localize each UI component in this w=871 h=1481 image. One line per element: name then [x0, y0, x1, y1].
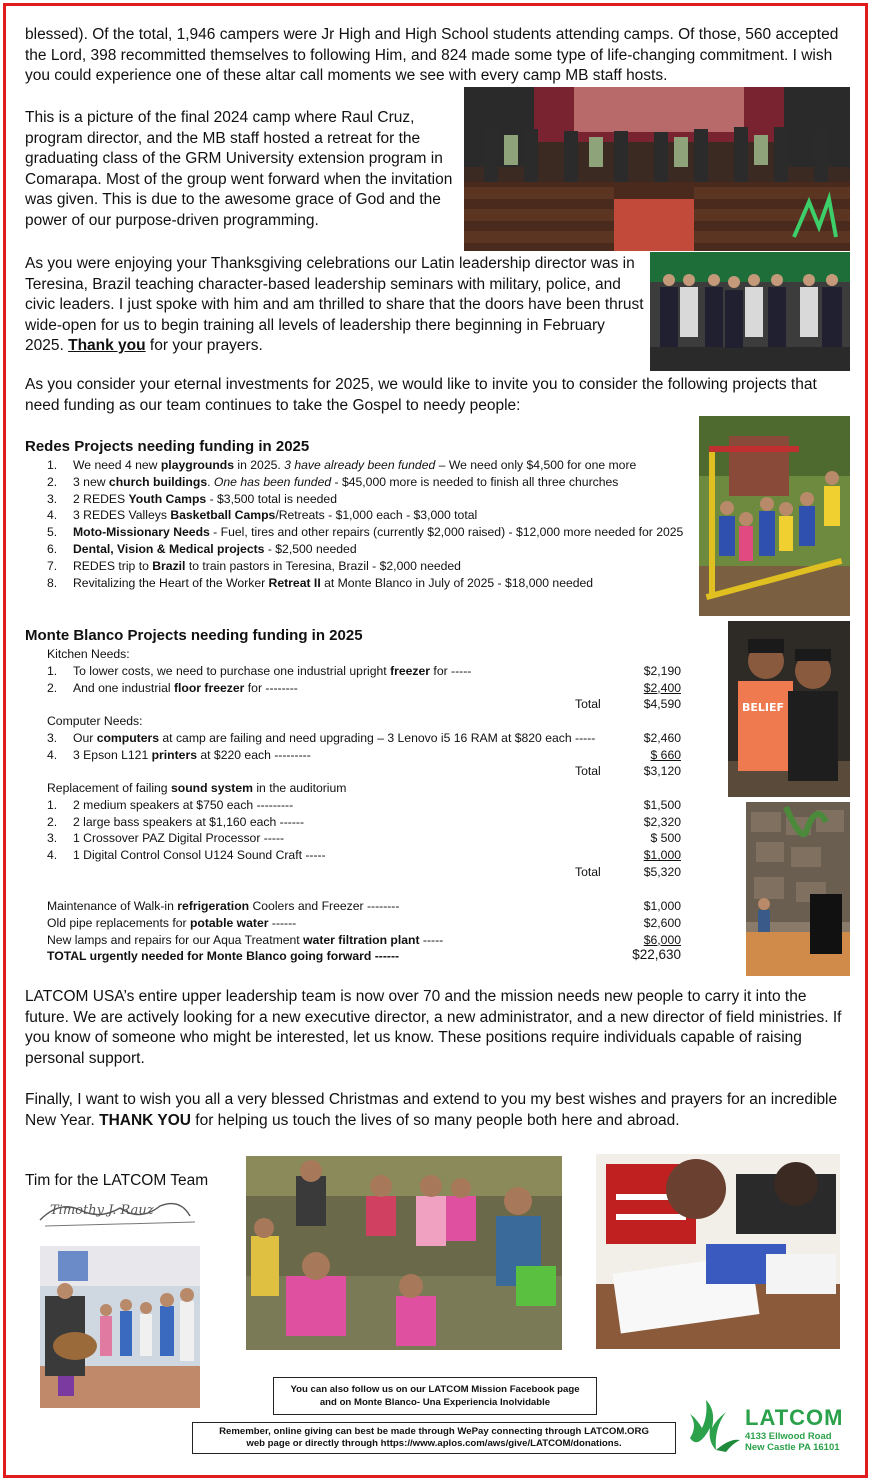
kitchen-item-part: for -----	[430, 663, 472, 678]
redes-item-post: – We need only $4,500 for one more	[435, 458, 637, 472]
computer-item-part: 3 Epson L121	[73, 747, 152, 762]
redes-heading: Redes Projects needing funding in 2025	[25, 438, 310, 455]
redes-item-bold: church buildings	[108, 474, 208, 489]
sound-item-amount: $1,000	[643, 848, 681, 863]
sound-total: $5,320	[643, 865, 681, 879]
grand-label-dash: ------	[371, 949, 400, 963]
monte-other-item-part: potable water	[189, 915, 269, 930]
computer-item-part: at $220 each ---------	[197, 747, 311, 762]
kitchen-item-part: To lower costs, we need to purchase one industrial upright	[73, 663, 391, 678]
redes-item-pre: 3 REDES Valleys	[73, 508, 171, 523]
computer-item-part: Our	[73, 730, 97, 745]
christmas-text: Finally, I want to wish you all a very blessed Christmas and extend to you my best wishes and prayers for an incredible New Year.	[25, 1091, 838, 1129]
redes-item-number: 4.	[47, 508, 58, 523]
monte-other-item-part: -----	[419, 932, 444, 947]
sound-item-number: 1.	[47, 797, 58, 812]
monte-heading: Monte Blanco Projects needing funding in 2025	[25, 627, 363, 644]
monte-other-item-part: Coolers and Freezer --------	[249, 899, 400, 913]
grand-total-label	[47, 948, 399, 965]
redes-item-bold: playgrounds	[160, 458, 234, 472]
redes-item-text	[73, 575, 690, 592]
redes-item-pre: 2 REDES	[73, 491, 129, 506]
facebook-note-line1: You can also follow us on our LATCOM Mission Facebook page	[290, 1384, 580, 1395]
redes-item-bold: Dental, Vision & Medical projects	[73, 541, 265, 556]
computer-item-text	[73, 747, 311, 764]
camp-paragraph: This is a picture of the final 2024 camp where Raul Cruz, program director, and the MB staff hosted a retreat for the graduating class of the GRM University extension program in Comarapa. Most of the group went forward when the invitation was given. This is due to the awesome grace of God and the power of our purpose-driven programming.	[25, 109, 453, 229]
redes-item-bold: Youth Camps	[128, 491, 207, 506]
redes-item-post: - Fuel, tires and other repairs (currently $2,000 raised) - $12,000 more needed for 2025	[209, 525, 684, 540]
kitchen-item-text	[73, 663, 471, 680]
kitchen-item-text	[73, 680, 298, 697]
redes-item-bold: Brazil	[152, 558, 186, 573]
grand-total: $22,630	[632, 947, 681, 962]
computer-item-number: 4.	[47, 747, 58, 762]
kitchen-item-number: 1.	[47, 663, 58, 678]
redes-item-number: 3.	[47, 491, 58, 506]
redes-item-number: 2.	[47, 474, 58, 489]
intro-paragraph: blessed). Of the total, 1,946 campers were Jr High and High School students attending camps. Of those, 560 accepted the Lord, 398 recommitted themselves to following Him, and 824 made some type of life-changing commitment. I wish you could experience one of these altar call moments we see with every camp MB staff hosts.	[25, 26, 839, 84]
christmas-tail: for helping us touch the lives of so many people both here and abroad.	[190, 1111, 680, 1129]
monte-other-item-amount: $1,000	[643, 899, 681, 913]
brazil-leaders-photo	[650, 252, 850, 371]
facebook-note	[273, 1377, 597, 1415]
christmas-paragraph	[25, 1090, 851, 1131]
sound-speaker-photo	[746, 802, 850, 976]
sound-item-text	[73, 847, 326, 864]
computer-item-number: 3.	[47, 730, 58, 745]
sound-item-number: 4.	[47, 848, 58, 863]
monte-other-item-amount: $6,000	[643, 932, 681, 947]
sound-item-number: 3.	[47, 831, 58, 846]
computer-item-part: printers	[151, 747, 197, 762]
leadership-paragraph: LATCOM USA’s entire upper leadership team is now over 70 and the mission needs new people to carry it into the future. We are actively looking for a new executive director, a new administrator, and a new director of field ministries. If you know of someone who might be interested, let us know. These positions require individuals capable of raising personal support.	[25, 988, 842, 1067]
redes-item-pre: 3 new	[73, 474, 109, 489]
kitchen-label: Kitchen Needs:	[47, 647, 130, 661]
redes-item-text	[73, 507, 690, 524]
redes-item-post: - $3,500 total is needed	[206, 491, 337, 506]
redes-item-pre: REDES trip to	[73, 558, 153, 573]
redes-item-text	[73, 524, 690, 541]
monte-other-item-part: Old pipe replacements for	[47, 915, 190, 930]
sound-item-part: 1 Digital Control Consol U124 Sound Craft -----	[73, 848, 326, 863]
monte-other-item-text	[47, 898, 399, 915]
kitchen-item-amount: $2,400	[643, 680, 681, 695]
sound-label-tail: in the auditorium	[252, 781, 347, 795]
redes-item-post: at Monte Blanco in July of 2025 - $18,000 needed	[320, 575, 594, 590]
sound-label-text: Replacement of failing	[47, 781, 171, 795]
svg-text:BELIEF: BELIEF	[742, 701, 785, 714]
redes-item-bold: Moto-Missionary Needs	[73, 525, 210, 540]
sound-item-part: 2 large bass speakers at $1,160 each ------	[73, 814, 304, 829]
thanksgiving-tail: for your prayers.	[145, 337, 263, 354]
kitchen-total-label: Total	[575, 697, 601, 711]
redes-item-number: 7.	[47, 558, 58, 573]
redes-item-number: 6.	[47, 541, 58, 556]
computer-item-part: at camp are failing and need upgrading – 3 Lenovo i5 16 RAM at $820 each -----	[159, 730, 596, 745]
kitchen-item-amount: $2,190	[643, 663, 681, 678]
computer-label: Computer Needs:	[47, 714, 143, 728]
kitchen-item-part: freezer	[390, 663, 431, 678]
sound-item-text	[73, 814, 304, 831]
sound-item-text	[73, 830, 284, 847]
kitchen-item-number: 2.	[47, 680, 58, 695]
redes-item-number: 8.	[47, 575, 58, 590]
invest-paragraph: As you consider your eternal investments for 2025, we would like to invite you to consider the following projects that need funding as our team continues to take the Gospel to needy people:	[25, 376, 817, 414]
monte-other-item-part: water filtration plant	[303, 932, 420, 947]
monte-other-item-text	[47, 915, 296, 932]
redes-item-number: 1.	[47, 458, 58, 472]
sound-total-label: Total	[575, 865, 601, 879]
thank-you-emphasis: Thank you	[68, 337, 146, 354]
computer-total: $3,120	[643, 764, 681, 778]
monte-budget	[25, 646, 685, 966]
redes-item-text	[73, 457, 690, 474]
giving-note	[192, 1422, 676, 1454]
facebook-note-line2: and on Monte Blanco- Una Experiencia Inolvidable	[319, 1397, 551, 1408]
redes-item-bold: Retreat II	[268, 575, 321, 590]
redes-item-post: to train pastors in Teresina, Brazil - $2,000 needed	[185, 558, 461, 573]
children-studying-photo	[596, 1154, 840, 1349]
kitchen-item-part: for --------	[244, 680, 298, 695]
monte-other-item-part: Maintenance of Walk-in	[47, 899, 178, 913]
redes-item-italic: 3 have already been funded	[284, 458, 436, 472]
thanksgiving-paragraph	[25, 254, 645, 357]
youth-group-photo	[728, 621, 850, 797]
redes-item-italic: One has been funded	[213, 474, 332, 489]
monte-other-item-part: ------	[268, 915, 297, 930]
redes-item-mid: in 2025.	[234, 458, 285, 472]
thanksgiving-text: As you were enjoying your Thanksgiving celebrations our Latin leadership director was in Teresina, Brazil teaching character-based leadership seminars with military, police, and civic leaders. I just spoke with him and am thrilled to share that the doors have been thrust wide-open for us to begin training all levels of leadership there beginning in February 2025.	[25, 255, 644, 354]
redes-item-text	[73, 474, 690, 491]
sound-item-amount: $2,320	[643, 814, 681, 829]
sound-item-part: 2 medium speakers at $750 each ---------	[73, 797, 294, 812]
kitchen-item-part: floor freezer	[173, 680, 245, 695]
computer-item-amount: $ 660	[650, 747, 681, 762]
redes-item-pre: Revitalizing the Heart of the Worker	[73, 575, 269, 590]
children-circle-photo	[246, 1156, 562, 1350]
redes-item-mid: .	[207, 474, 214, 489]
redes-item	[25, 541, 690, 558]
latcom-address-line2: New Castle PA 16101	[745, 1442, 840, 1453]
camp-altar-call-photo	[464, 87, 850, 251]
latcom-address	[745, 1431, 840, 1453]
sound-item-part: 1 Crossover PAZ Digital Processor -----	[73, 831, 285, 846]
computer-total-label: Total	[575, 764, 601, 778]
sound-item-text	[73, 797, 293, 814]
latcom-logo-text: LATCOM	[745, 1405, 844, 1430]
sound-item-number: 2.	[47, 814, 58, 829]
monte-other-item-part: New lamps and repairs for our Aqua Treatment	[47, 932, 304, 947]
redes-item-pre: We need 4 new	[73, 458, 161, 472]
grand-label-text: TOTAL urgently needed for Monte Blanco going forward	[47, 949, 372, 963]
sound-label-bold: sound system	[170, 781, 253, 795]
redes-item-number: 5.	[47, 525, 58, 540]
redes-item	[25, 558, 690, 575]
playground-kids-photo	[699, 416, 850, 616]
redes-item	[25, 507, 690, 524]
sound-item-amount: $ 500	[650, 831, 681, 846]
latcom-address-line1: 4133 Ellwood Road	[745, 1431, 832, 1442]
redes-item-bold: Basketball Camps	[170, 508, 276, 523]
signature-text: Timothy J. Rauz	[50, 1203, 154, 1218]
monte-other-item-part: refrigeration	[177, 899, 250, 913]
redes-item	[25, 575, 690, 592]
giving-note-line2: web page or directly through https://www.aplos.com/aws/give/LATCOM/donations.	[246, 1438, 622, 1449]
redes-item	[25, 491, 690, 508]
kitchen-total: $4,590	[643, 697, 681, 711]
redes-item	[25, 474, 690, 491]
thank-you-bold: THANK YOU	[99, 1111, 191, 1129]
monte-other-item-amount: $2,600	[643, 915, 681, 930]
redes-item-post: - $45,000 more is needed to finish all three churches	[331, 474, 619, 489]
sound-label	[47, 780, 346, 797]
sound-item-amount: $1,500	[643, 797, 681, 812]
redes-project-list	[25, 457, 690, 591]
redes-item-post: - $2,500 needed	[264, 541, 357, 556]
redes-item-text	[73, 491, 690, 508]
redes-item-text	[73, 541, 690, 558]
kitchen-item-part: And one industrial	[73, 680, 174, 695]
redes-item	[25, 457, 690, 474]
redes-item-text	[73, 558, 690, 575]
giving-note-line1: Remember, online giving can best be made through WePay connecting through LATCOM.ORG	[219, 1426, 649, 1437]
signature-image	[30, 1192, 200, 1232]
guitar-worship-photo	[40, 1246, 200, 1408]
signoff: Tim for the LATCOM Team	[25, 1172, 209, 1189]
computer-item-part: computers	[96, 730, 160, 745]
monte-other-item-text	[47, 932, 443, 949]
computer-item-text	[73, 730, 595, 747]
redes-item-post: /Retreats - $1,000 each - $3,000 total	[275, 508, 478, 523]
latcom-logo-icon	[686, 1398, 744, 1454]
redes-item	[25, 524, 690, 541]
computer-item-amount: $2,460	[643, 730, 681, 745]
